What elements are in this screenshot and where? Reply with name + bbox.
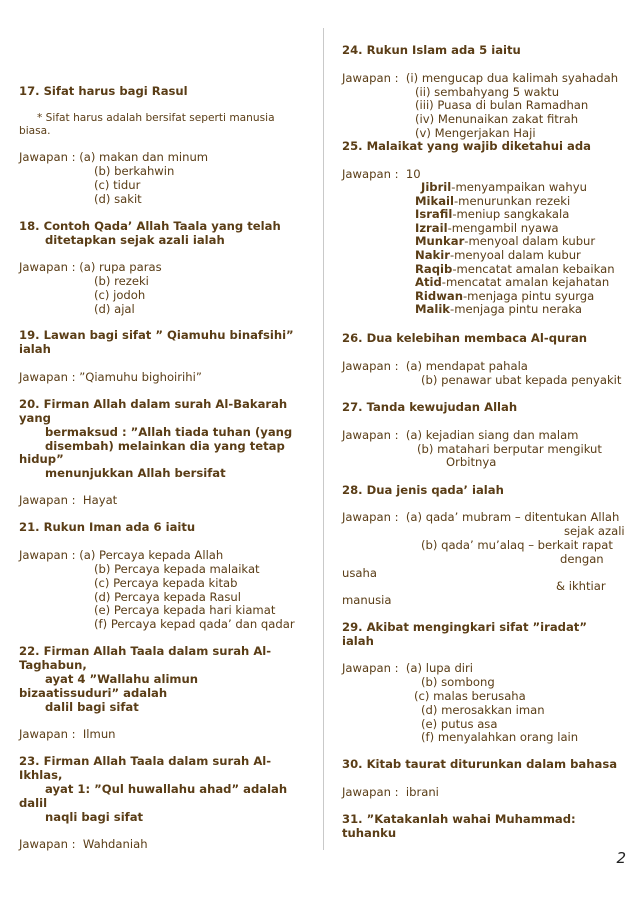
q17-answer-a: Jawapan : (a) makan dan minum [19, 150, 209, 164]
q29-answer-a: Jawapan : (a) lupa diri [342, 661, 474, 675]
q17-title: 17. Sifat harus bagi Rasul [19, 84, 188, 98]
q29-title-cont: ialah [342, 634, 374, 648]
q20-title-5: hidup” [19, 452, 64, 466]
q29-answer-d: (d) merosakkan iman [421, 703, 545, 717]
angel-duty: -menjaga pintu neraka [450, 302, 582, 317]
q27-answer-c: Orbitnya [446, 455, 497, 469]
angel-item [415, 248, 581, 262]
q20-answer: Jawapan : Hayat [19, 493, 118, 507]
q17-note-cont: biasa. [19, 125, 51, 137]
q28-answer-b-cont: dengan [560, 552, 604, 566]
q18-title-cont: ditetapkan sejak azali ialah [45, 233, 225, 247]
q21-answer-a: Jawapan : (a) Percaya kepada Allah [19, 548, 224, 562]
angel-item [415, 221, 559, 235]
q27-answer-a: Jawapan : (a) kejadian siang dan malam [342, 428, 579, 442]
q20-title-6: menunjukkan Allah bersifat [45, 466, 226, 480]
q27-title: 27. Tanda kewujudan Allah [342, 400, 518, 414]
q27-answer-b: (b) matahari berputar mengikut [417, 442, 602, 456]
q30-title: 30. Kitab taurat diturunkan dalam bahasa [342, 757, 618, 771]
q20-title: 20. Firman Allah dalam surah Al-Bakarah [19, 397, 288, 411]
angel-duty: -menyampaikan wahyu [451, 180, 587, 194]
q23-title: 23. Firman Allah Taala dalam surah Al- [19, 754, 272, 768]
q21-answer-e: (e) Percaya kepada hari kiamat [94, 603, 276, 617]
q23-title-4: dalil [19, 796, 48, 810]
angel-duty: -mengambil nyawa [447, 220, 559, 235]
angel-item [415, 234, 595, 248]
q19-title: 19. Lawan bagi sifat ” Qiamuhu binafsihi” [19, 328, 294, 342]
q23-title-5: naqli bagi sifat [45, 810, 144, 824]
q26-answer-b: (b) penawar ubat kepada penyakit [421, 373, 622, 387]
q22-title-5: dalil bagi sifat [45, 700, 139, 714]
q29-answer-e: (e) putus asa [421, 717, 498, 731]
q26-answer-a: Jawapan : (a) mendapat pahala [342, 359, 528, 373]
angel-item [415, 289, 594, 303]
angel-name: Ridwan [415, 288, 463, 303]
q20-title-4: disembah) melainkan dia yang tetap [45, 439, 285, 453]
q28-answer-a: Jawapan : (a) qada’ mubram – ditentukan Allah [342, 510, 620, 524]
q19-title-cont: ialah [19, 342, 51, 356]
angel-item [415, 275, 609, 289]
angel-name: Munkar [415, 234, 465, 249]
q19-answer: Jawapan : ”Qiamuhu bighoirihi” [19, 370, 202, 384]
q17-note: * Sifat harus adalah bersifat seperti manusia [37, 112, 275, 124]
q24-answer-d: (iv) Menunaikan zakat fitrah [415, 112, 579, 126]
angel-item [415, 207, 569, 221]
q22-title-3: ayat 4 ”Wallahu alimun [45, 672, 199, 686]
angel-duty: -meniup sangkakala [452, 207, 570, 222]
q23-title-3: ayat 1: ”Qul huwallahu ahad” adalah [45, 782, 288, 796]
q29-answer-b: (b) sombong [421, 675, 495, 689]
q21-answer-c: (c) Percaya kepada kitab [94, 576, 238, 590]
angel-name: Israfil [415, 207, 453, 222]
q29-answer-c: (c) malas berusaha [414, 689, 526, 703]
q20-title-2: yang [19, 411, 51, 425]
q24-answer-e: (v) Mengerjakan Haji [415, 126, 536, 140]
q23-title-2: Ikhlas, [19, 768, 63, 782]
angel-name: Mikail [415, 193, 454, 208]
page-number: 2 [616, 849, 626, 867]
angel-item [421, 180, 587, 194]
q21-answer-d: (d) Percaya kepada Rasul [94, 590, 242, 604]
q22-title: 22. Firman Allah Taala dalam surah Al- [19, 644, 272, 658]
angel-duty: -mencatat amalan kebaikan [452, 261, 615, 276]
q22-title-2: Taghabun, [19, 658, 87, 672]
q18-answer-c: (c) jodoh [94, 288, 146, 302]
column-divider [323, 28, 324, 850]
angel-item [415, 262, 615, 276]
angel-duty: -mencatat amalan kejahatan [441, 275, 610, 290]
q22-answer: Jawapan : Ilmun [19, 727, 116, 741]
q28-answer-b-cont3: & ikhtiar [556, 579, 606, 593]
angel-duty: -menurunkan rezeki [454, 193, 571, 208]
q22-title-4: bizaatissuduri” adalah [19, 686, 168, 700]
angel-name: Malik [415, 302, 451, 317]
q23-answer: Jawapan : Wahdaniah [19, 837, 148, 851]
q26-title: 26. Dua kelebihan membaca Al-quran [342, 331, 588, 345]
q24-answer-a: Jawapan : (i) mengucap dua kalimah syahadah [342, 71, 619, 85]
q31-title: 31. ”Katakanlah wahai Muhammad: [342, 812, 576, 826]
q28-answer-b-cont2: usaha [342, 566, 377, 580]
q28-answer-b: (b) qada’ mu’alaq – berkait rapat [421, 538, 613, 552]
angel-duty: -menyoal dalam kubur [464, 234, 596, 249]
angel-item [415, 194, 570, 208]
angel-item [415, 302, 582, 316]
q25-title: 25. Malaikat yang wajib diketahui ada [342, 139, 591, 153]
angel-name: Raqib [415, 261, 453, 276]
q24-title: 24. Rukun Islam ada 5 iaitu [342, 43, 521, 57]
angel-duty: -menyoal dalam kubur [449, 248, 581, 262]
q18-answer-d: (d) ajal [94, 302, 135, 316]
q17-answer-c: (c) tidur [94, 178, 141, 192]
q29-title: 29. Akibat mengingkari sifat ”iradat” [342, 620, 587, 634]
q18-title: 18. Contoh Qada’ Allah Taala yang telah [19, 219, 281, 233]
q21-answer-b: (b) Percaya kepada malaikat [94, 562, 260, 576]
q25-answer: Jawapan : 10 [342, 167, 421, 181]
q24-answer-b: (ii) sembahyang 5 waktu [415, 85, 560, 99]
q30-answer: Jawapan : ibrani [342, 785, 439, 799]
angel-name: Izrail [415, 220, 448, 235]
q28-answer-b-cont4: manusia [342, 593, 392, 607]
angel-duty: -menjaga pintu syurga [463, 288, 595, 303]
q21-answer-f: (f) Percaya kepad qada’ dan qadar [94, 617, 295, 631]
q18-answer-b: (b) rezeki [94, 274, 149, 288]
angel-name: Atid [415, 275, 442, 290]
angel-name: Nakir [415, 248, 450, 262]
q18-answer-a: Jawapan : (a) rupa paras [19, 260, 162, 274]
q29-answer-f: (f) menyalahkan orang lain [421, 730, 579, 744]
q31-title-cont: tuhanku [342, 826, 397, 840]
q28-title: 28. Dua jenis qada’ ialah [342, 483, 504, 497]
q21-title: 21. Rukun Iman ada 6 iaitu [19, 520, 196, 534]
q17-answer-b: (b) berkahwin [94, 164, 175, 178]
q28-answer-a-cont: sejak azali [564, 524, 625, 538]
q20-title-3: bermaksud : ”Allah tiada tuhan (yang [45, 425, 293, 439]
angel-name: Jibril [421, 180, 452, 194]
q24-answer-c: (iii) Puasa di bulan Ramadhan [415, 98, 589, 112]
q17-answer-d: (d) sakit [94, 192, 142, 206]
